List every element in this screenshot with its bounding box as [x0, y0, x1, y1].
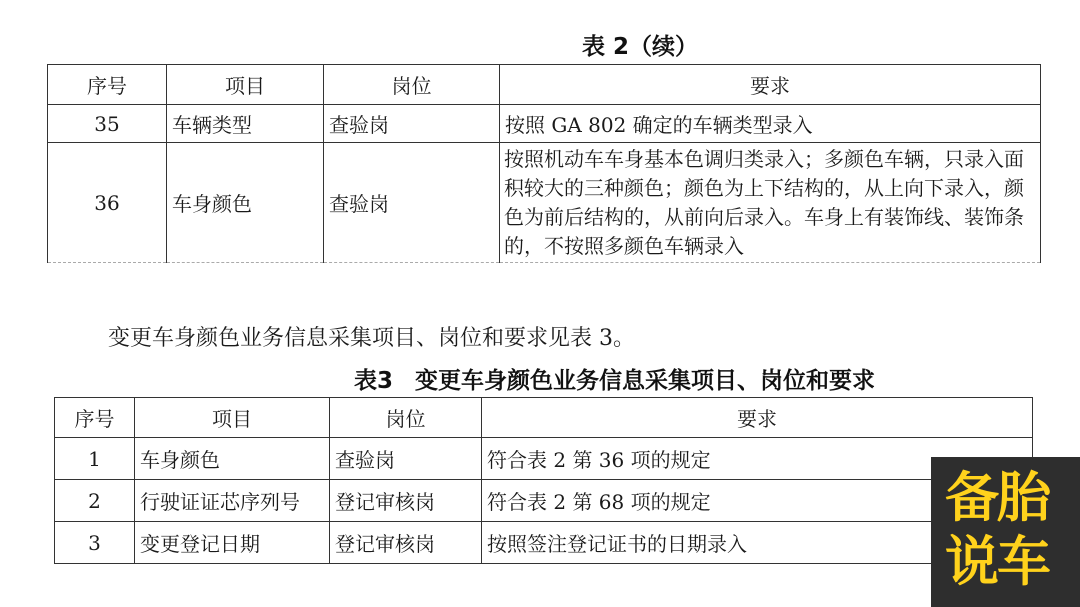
table3-caption [354, 362, 875, 395]
cell-no: 36 [48, 143, 167, 263]
header-requirement: 要求 [482, 398, 1033, 438]
header-no: 序号 [48, 65, 167, 105]
cell-no: 35 [48, 105, 167, 143]
cell-item: 变更登记日期 [135, 522, 330, 564]
table-row [55, 522, 1033, 564]
table-row [55, 480, 1033, 522]
cell-post: 查验岗 [324, 143, 500, 263]
table-row [48, 105, 1041, 143]
watermark-text-line2: 说车 [945, 530, 1049, 593]
table-header-row [48, 65, 1041, 105]
cell-post: 登记审核岗 [330, 480, 482, 522]
header-requirement: 要求 [500, 65, 1041, 105]
cell-item: 车辆类型 [167, 105, 324, 143]
cell-no: 1 [55, 438, 135, 480]
cell-no: 3 [55, 522, 135, 564]
header-no: 序号 [55, 398, 135, 438]
watermark-logo [931, 457, 1080, 607]
cell-item: 车身颜色 [135, 438, 330, 480]
cell-requirement: 符合表 2 第 36 项的规定 [482, 438, 1033, 480]
cell-requirement: 按照 GA 802 确定的车辆类型录入 [500, 105, 1041, 143]
cell-post: 查验岗 [330, 438, 482, 480]
cell-requirement: 按照机动车车身基本色调归类录入；多颜色车辆，只录入面积较大的三种颜色；颜色为上下结构的，从上向下录入，颜色为前后结构的，从前向后录入。车身上有装饰线、装饰条的，不按照多颜色车辆录入 [500, 143, 1041, 263]
cell-post: 登记审核岗 [330, 522, 482, 564]
cell-post: 查验岗 [324, 105, 500, 143]
header-item: 项目 [167, 65, 324, 105]
table3 [54, 397, 1033, 564]
table-row [55, 438, 1033, 480]
table-header-row [55, 398, 1033, 438]
header-item: 项目 [135, 398, 330, 438]
cell-requirement: 符合表 2 第 68 项的规定 [482, 480, 1033, 522]
cell-requirement: 按照签注登记证书的日期录入 [482, 522, 1033, 564]
cell-item: 车身颜色 [167, 143, 324, 263]
table3-caption-title: 变更车身颜色业务信息采集项目、岗位和要求 [415, 368, 876, 394]
header-post: 岗位 [324, 65, 500, 105]
table-row [48, 143, 1041, 263]
header-post: 岗位 [330, 398, 482, 438]
table2-caption: 表 2（续） [581, 34, 698, 60]
cell-no: 2 [55, 480, 135, 522]
table2 [47, 64, 1041, 263]
watermark-text-line1: 备胎 [945, 466, 1049, 529]
table3-caption-number: 表3 [354, 368, 394, 394]
cell-item: 行驶证证芯序列号 [135, 480, 330, 522]
body-paragraph: 变更车身颜色业务信息采集项目、岗位和要求见表 3。 [108, 326, 635, 351]
